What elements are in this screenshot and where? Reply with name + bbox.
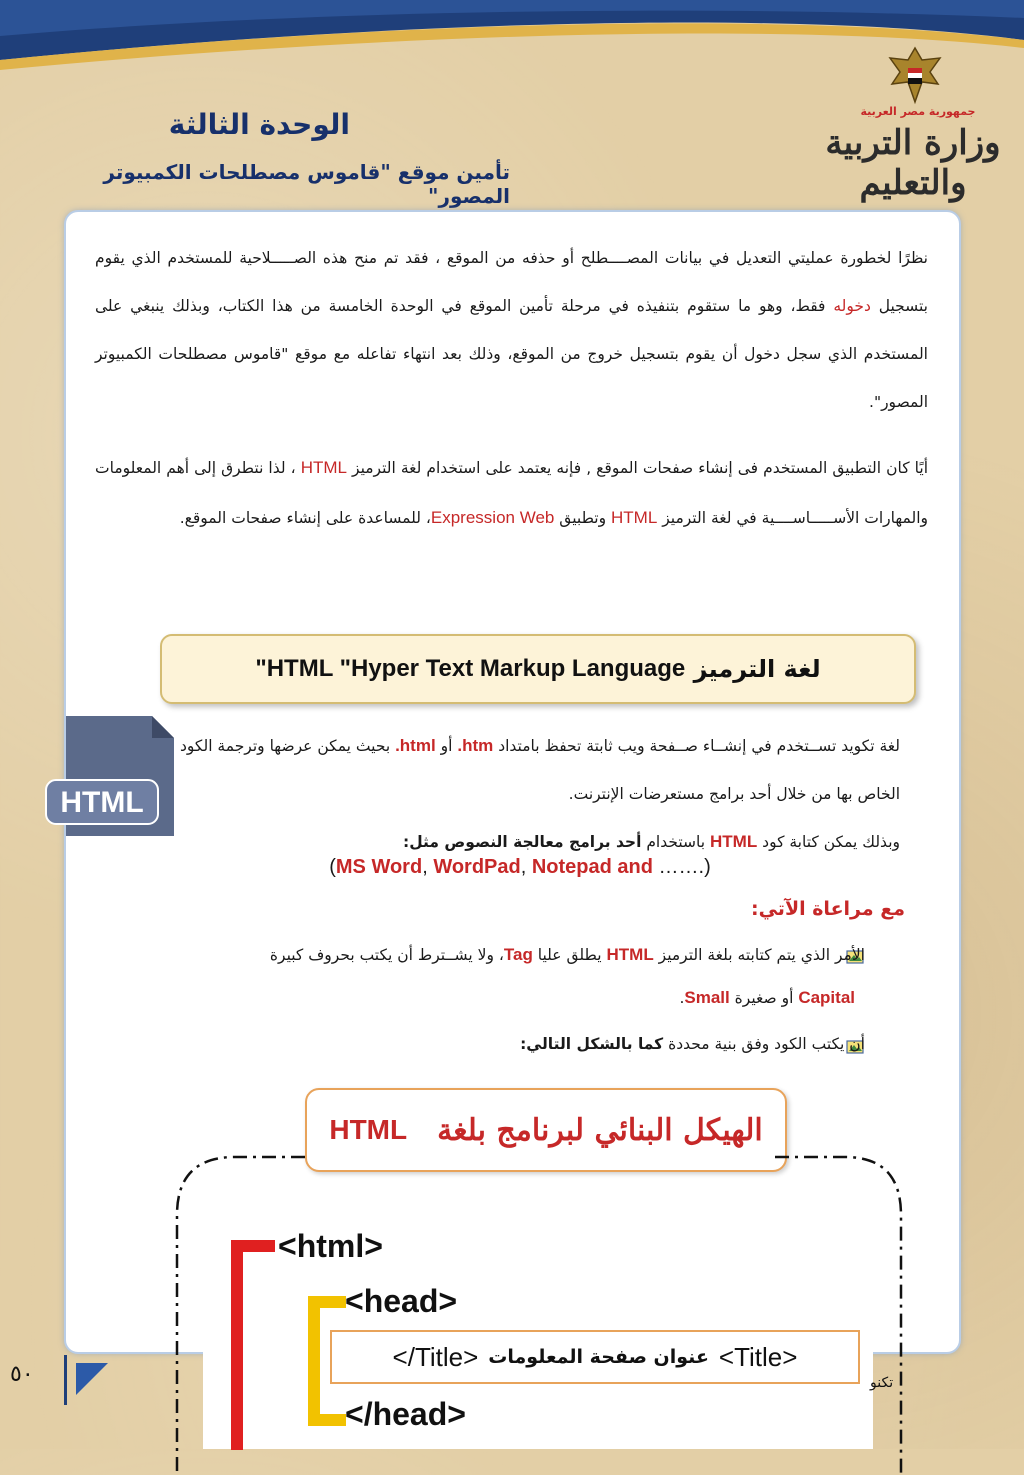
html-term: HTML [611,508,658,527]
code-head-open: <head> [345,1283,458,1319]
html-definition [180,722,900,866]
note1-text-b: يطلق عليا [532,946,607,964]
intro-p1-text-b: فقط، وهو ما ستقوم بتنفيذه في مرحلة تأمين الموقع في الوحدة الخامسة من هذا الكتاب، وبذلك ينبغي على المستخدم الذي سجل دخول أن يقوم بتسجيل خروج من الموقع، وذلك بعد انتهاء تفاعله مع موقع "قاموس مصطلحات الكمبيوتر المصور". [95,297,928,411]
code-title-text: عنوان صفحة المعلومات [488,1346,709,1368]
html-extension: .html [395,736,436,755]
note1-text-a: الأمر الذي يتم كتابته بلغة الترميز [653,946,865,964]
def-or: أو [435,737,458,755]
paren-close: …….) [658,856,711,878]
html-term: HTML [300,458,347,477]
editors-list: (MS Word, WordPad, Notepad and …….) [329,856,711,878]
note1-text-d: أو صغيرة [729,989,799,1007]
note-item-1 [95,945,865,965]
small-term: Small [684,988,730,1007]
intro-paragraph-1 [95,234,928,426]
expression-web-term: Expression Web [430,508,555,527]
egypt-eagle-emblem-icon [880,40,950,110]
notes-heading: مع مراعاة الآتي: [750,898,905,920]
note1-text-c: ، ولا يشــترط أن يكتب بحروف كبيرة [269,946,504,964]
htm-extension: .htm [457,736,494,755]
html-term: HTML [606,945,654,964]
def-text-c: وبذلك يمكن كتابة كود [757,833,900,851]
note-item-2 [95,1035,865,1053]
republic-name: جمهورية مصر العربية [860,105,976,118]
html-bracket-decoration [225,1240,285,1450]
banner-english: "HTML "Hyper Text Markup Language [255,655,686,682]
code-html-open: <html> [278,1228,383,1264]
def-text-d: باستخدام [641,833,711,851]
banner-arabic: لغة الترميز [693,655,821,683]
editor-wordpad: WordPad [433,856,521,878]
capital-term: Capital [798,988,855,1007]
code-head-close: </head> [345,1396,466,1432]
editor-notepad: Notepad and [531,856,653,878]
def-text-b: بحيث يمكن عرضها وترجمة الكود الخاص بها من خلال أحد برامج مستعرضات الإنترنت. [180,737,900,803]
structure-title-arabic: الهيكل البنائي لبرنامج بلغة [437,1112,763,1148]
note2-bold: كما بالشكل التالي: [520,1035,664,1053]
unit-title: الوحدة الثالثة [168,108,350,141]
note-item-1-cont [95,988,855,1008]
ministry-name: وزارة التربية والتعليم [825,123,1001,203]
page-number: ٥٠ [10,1362,34,1387]
footer-corner-decoration [62,1355,112,1405]
def-bold-text: أحد برامج معالجة النصوص مثل: [403,833,642,851]
note2-text-a: أن يكتب الكود وفق بنية محددة [663,1035,865,1053]
code-title-close: </Title> [392,1341,479,1372]
ministry-logo [818,105,1008,203]
structure-title-english: HTML [329,1114,408,1145]
html-file-icon [44,712,184,842]
editor-ms-word: MS Word [335,856,423,878]
header-swoosh-decoration [0,0,1024,110]
html-term: HTML [710,832,758,851]
intro-p2-text-c: وتطبيق [554,509,612,527]
intro-p2-text-a: أيًا كان التطبيق المستخدم فى إنشاء صفحات الموقع , فإنه يعتمد على استخدام لغة الترميز [346,459,928,477]
code-title-open: <Title> [718,1341,798,1372]
note1-text-e: . [679,989,685,1007]
unit-subtitle: تأمين موقع "قاموس مصطلحات الكمبيوتر المصور" [103,160,510,208]
intro-p2-text-b: ، لذا نتطرق إلى أهم المعلومات والمهارات الأســـــاســــية في لغة الترميز [95,459,928,527]
login-highlight: دخوله [833,297,871,315]
intro-p2-text-d: ، للمساعدة على إنشاء صفحات الموقع. [179,509,431,527]
intro-p1-text-a: نظرًا لخطورة عمليتي التعديل في بيانات المصــــطلح أو حذفه من الموقع ، فقد تم منح هذه الصـــــلاحية للمستخدم الذي يقوم بتسجيل [95,249,928,315]
def-text-a: لغة تكويد تســتخدم في إنشــاء صــفحة ويب ثابتة تحفظ بامتداد [493,737,900,755]
footer-right-text: تكنو [870,1375,894,1391]
code-title-row [330,1330,860,1384]
tag-term: Tag [503,945,533,964]
html-section-banner [160,634,916,704]
html-icon-label: HTML [60,786,144,819]
intro-paragraph-2 [95,443,928,543]
paren-open: ( [329,856,336,878]
